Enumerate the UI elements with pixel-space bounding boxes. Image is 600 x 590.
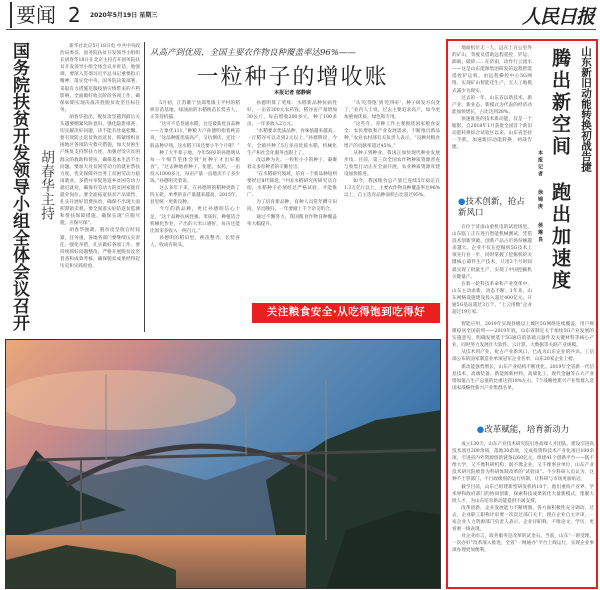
page-number: 2 xyxy=(68,3,81,27)
paragraph: 智能应用，2019年实现县级以上城区5G网络连续覆盖，用户规模稳居全国前列——2019年底，山东省制定关于加快5G产业发展的实施意见，明确发展基于5G通信的基础元器件及关键材料等核心产业，同时努力发展壮大软件、云计算、大数据等关联产业规模。 xyxy=(452,322,594,349)
paragraph: 快速推进的技术新动能，仅是一个缩影。自2018年1月获批全国首个新旧动能转换综合试验区以来，山东省坚持一手抓，加速新旧动能转换，初战告捷。 xyxy=(452,116,532,151)
paragraph: “水稻要求优质品种，食味值越来越高，一斤稻谷可以卖到2元以上，”孙德明说，今年，全镇共种了5万多亩优质水稻，机械化生产和社会化服务也跟上了。 xyxy=(247,129,337,156)
section-title: 要闻 xyxy=(10,2,56,28)
sidebar-body-last xyxy=(452,441,594,585)
bullet-dot-icon: ● xyxy=(476,425,485,435)
bullet-dot-icon: ● xyxy=(458,197,466,207)
paragraph: 孙德明算了笔账：水稻新品种抗病性好，一亩省300元农药钱，稻谷亩产量增加30公斤，每亩增收200多元，种了100多亩，一年多收入2万元。 xyxy=(247,101,337,128)
feature-headline: 一粒种子的增收账 xyxy=(196,65,389,90)
paragraph: 5月初，江苏睢宁县邱集镇王平村的稻秧育苗基地，绿油油的水稻秧苗长势喜人，正等待机插。 xyxy=(150,101,240,121)
header-divider xyxy=(6,29,596,30)
paragraph: 从种子到种业，我国正加快现代种业发展步伐。目前，第三次全国农作物种质资源普查与收集行动正在全面开展，农业种质资源库建设加快推进。 xyxy=(344,150,440,177)
subhead-text: 技术创新，抢占新风口 xyxy=(458,197,525,218)
paragraph: 在新一轮科技革命和产业变革中，山东主动求新、动态不断。1年来，山东网格设施建设投入超过400亿元，开通5G基站超过3万个。“上云用数”企业超过19万家。 xyxy=(452,281,532,316)
paragraph: 今年的新品种，更让孙德明信心十足。“这个品种抗病性强、米质好，种植适合机械化作业，产出的大米口感好，每亩还能比原来多收入一两百元。” xyxy=(150,207,240,234)
paragraph: “这些年，育种工作主要围绕国家粮食安全、农民增收和产业发展需求，不断推出新品种，”农业农村部有关负责人表示，“良种对粮食增产的贡献率超过45%。” xyxy=(344,122,440,149)
bridge-photo xyxy=(5,339,441,589)
paragraph: 过去的一年，山东省以新技术、新产业、新业态、新模式为代表的经济动能加快增长，占比达到28%。 xyxy=(452,95,532,115)
feature-series-banner: 关注粮食安全·从吃得饱到吃得好 xyxy=(252,303,440,323)
paragraph: 如今，我国粮食总产量已连续5年稳定在1.3万亿斤以上，主要农作物良种覆盖率达96%以上，自主选育品种面积占比超过95%。 xyxy=(344,179,440,199)
subhead-text: 改革赋能，培育新动力 xyxy=(484,425,570,435)
paragraph: 改以种为先。一粒粒小小的种子，凝聚着众多育种者的辛勤付出。 xyxy=(247,157,337,170)
sidebar-subhead-2 xyxy=(452,424,594,436)
paragraph: 孙德明的稻田里，秧苗整齐，长势喜人，收成有盼头。 xyxy=(150,235,240,248)
paragraph: 胡春华强调，脱贫攻坚收官时间紧、任务重，各地各部门要继续压实责任，强化举措，扎实做好各项工作。要持续抓好问题整改，严格开展脱贫攻坚普查和成效考核，确保脱贫成果经得起历史和实践检验。 xyxy=(60,228,140,269)
issue-date: 2020年5月19日 星期三 xyxy=(90,12,158,19)
paragraph: 新华社北京5月18日电 中共中央政治局委员、国务院扶贫开发领导小组组长胡春华18日在北京主持召开国务院扶贫开发领导小组全体会议并讲话。他强调，要深入贯彻习近平总书记重要指示精神，落实党中央、国务院决策部署，采取有力措施克服疫情灾情带来的不利影响，全面做好收官阶段各项工作，确保如期实现决战决胜脱贫攻坚目标任务。 xyxy=(60,44,140,113)
feature-column-1 xyxy=(150,100,240,326)
paragraph: “在水稻研究领域，培育一个新品种短则要经过8代筛选，”中国水稻研究所研究员介绍，水稻种子必须经过严格试验，才能推广。 xyxy=(247,171,337,199)
sidebar-body-top xyxy=(452,45,532,195)
paragraph: “从‘吃得饱’到‘吃得好’，种子研发方向变了，”业内人士说，过去主要追求高产，如今更加重视优质、绿色和专用。 xyxy=(344,101,440,121)
sidebar-subhead-1 xyxy=(458,197,533,219)
sidebar-byline: 本报记者 徐锦庚 侯琳良 xyxy=(537,150,543,244)
lead-headline: 国务院扶贫开发领导小组全体会议召开 xyxy=(9,42,29,331)
paragraph: 从技术到产业，抢占产业新风口，已成为山东企业的共识。工信部公布的国家制造业单项冠军企业名单，山东20家企业上榜。 xyxy=(452,350,594,363)
paragraph: 新动能强势增长，山东产业结构不断优化。2019年全省新一代信息技术、高端装备、新能源新材料、高端化工、现代金融等五大产业增加值占生产总值的比重达到18%左右，7个战略性新兴产业集群入选国家战略性新兴产业集群名单。 xyxy=(452,364,594,391)
feature-kicker: 从高产到优质，全国主要农作物良种覆盖率达96%—— xyxy=(150,48,356,58)
paragraph: 种了大半辈子地，今年58岁的孙德明从每一个细节里体会到“好种子才出好粮食”。“过去种地看种子、化肥、农药，一亩投入1000多元，每亩产量一亩地卖不了多少钱。”孙德明笑着说。 xyxy=(150,150,240,185)
paragraph: 改革创新，企业发展能力不断增强，各方面积极性充分调动。过去，企业职工职称评审要一次次过部门关卡，现在企业自主评审，一家企业人力资源部门负责人表示，企业评职称，不唯论文、学历，更看重一线表现。 xyxy=(452,505,594,533)
paragraph: 在位于济南山重机电的试验场里，山东临工正在进行智能机械测试，凭借技术创新突破，创新产品占市场份额越来越大。企业不仅在挖掘机5G技术上领先行业一步，同时掌握了挖掘机的关键核心部件生产技术，只用3个月时间就实现了批量生产，实现了中国挖掘机关键量产。 xyxy=(452,225,532,280)
paragraph: 为了培育新品种，育种人员常年蹲守田间，早出晚归，一年要做上千个杂交组合。 xyxy=(247,200,337,213)
newspaper-logo: 人民日报 xyxy=(521,6,594,28)
paragraph: 这么多年下来，在孙德明的稻种更新了四五轮，单季的亩产量越来越高，2015年，县里统一更新良种。 xyxy=(150,186,240,206)
feature-byline: 本报记者 郁静娴 xyxy=(274,90,311,96)
paragraph: 对企业而言，政务服务是改革的试金石。当前，山东“一窗受理、一次办好”改革深入推进，全省“一网通办”平台上线运行，实现企业事项办理更加便利。 xyxy=(452,534,594,554)
paragraph: “这可不是普通水稻，这是最新优良品种——万象优111，”种粮大户孙德明指着秧苗说，“这品种既优质高产，又抗倒伏，还比一般品种早熟，这水稻下田还要小半个月呢！” xyxy=(150,122,240,149)
sidebar-body-mid xyxy=(452,224,532,320)
paragraph: 截至目前，山东已组建新型研发机构10个。他们重构产业界、学术界和政府部门的协同创新，探索科技成果转化大量新模式，集聚大批人才，为山东培育新动能提供不竭支撑。 xyxy=(452,484,594,504)
paragraph: 通过不懈努力，我国粮食作物良种覆盖率大幅提升。 xyxy=(247,214,337,227)
paragraph: 成立130天，山东产业技术研究院引进高端人才团队，建设引进高技术项目200余项，落地30余项，完成投资和技术产业化项目100余项，引进省内外资源创新链条以60亿元，组建41个创新平台——既不像大学，又不像科研机构；既不像企业，又不像事业单位，山东产业技术研究院被誉为科研体制改革的“试验田”。不少科研人员认为，这种不土管部门、不行政级别的运行机制，让科研与市场更加贴近。 xyxy=(452,442,594,483)
sidebar-kicker: 山东新旧动能转换初战告捷 xyxy=(580,46,592,172)
paragraph: 地面机位无一人，远在上百公里外的矿山，驾驶员借助远程遥控，铲运、卸载、破碎……在济南，动作行云流水——这是山东能源集团研发的远程智能遥控铲运机，由远程操控中心5G网络，实现矿山智能化生产，无人工地模式减少为现实。 xyxy=(452,46,532,94)
feature-column-2 xyxy=(247,100,337,297)
feature-column-3 xyxy=(344,100,440,297)
lead-subhead: 胡春华主持 xyxy=(39,150,55,220)
sidebar-body-bottom xyxy=(452,321,594,420)
sidebar-headline: 腾出新空间 跑出加速度 xyxy=(549,48,571,292)
paragraph: 胡春华指出，脱贫攻坚越到最后关头越要绷紧风险意识，强化隐患排查，切实解决好问题，决不能有丝毫松懈。要有效防止返贫致贫返贫，抓紧组织贫困地区各项防灾救灾措施，加大贫困生产恢复支持帮扶力度，加强对受灾贫困群众的救助和帮扶，确保基本生活不出问题。要加大对贫困劳动力的就业帮扶力度，优先保障外出务工贫困劳动力稳岗就业，多措并举促进返乡贫困劳动力就近就业，确保有劳动力的贫困家庭有就业岗位。要全面拓宽扶贫产品销售，扎实开展好消费扶贫，确保不出现大面积滞销卖难。要全面落实好防返贫监测和帮扶保障措施，确保实现“应脱尽脱，应保尽保”。 xyxy=(60,114,140,227)
lead-body xyxy=(60,43,140,330)
